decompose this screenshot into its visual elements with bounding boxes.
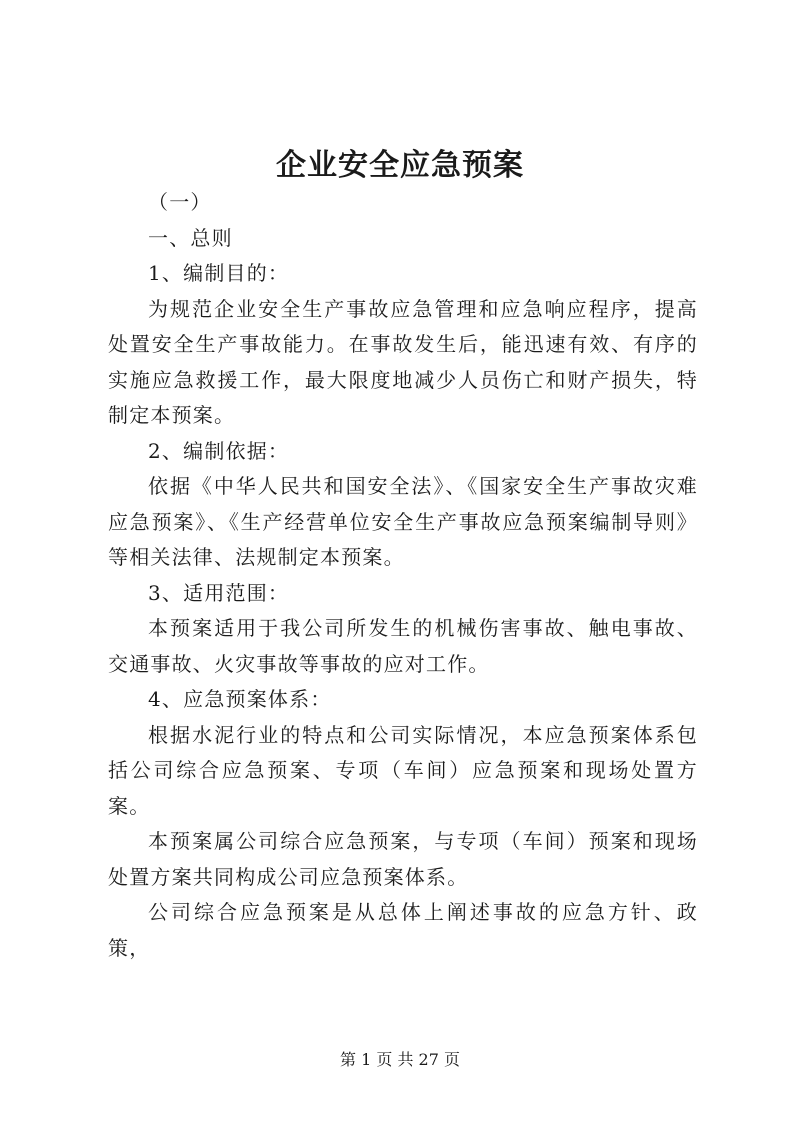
paragraph-section-marker: （一） xyxy=(148,190,212,214)
document-body xyxy=(108,185,698,966)
paragraph-scope-text: 本预案适用于我公司所发生的机械伤害事故、触电事故、交通事故、火灾事故等事故的应对工作。 xyxy=(108,616,698,676)
paragraph-general-plan: 公司综合应急预案是从总体上阐述事故的应急方针、政策， xyxy=(108,900,698,960)
paragraph-basis-heading: 2、编制依据： xyxy=(148,438,290,463)
paragraph-purpose-heading: 1、编制目的： xyxy=(148,261,290,285)
paragraph-system-relation: 本预案属公司综合应急预案，与专项（车间）预案和现场处置方案共同构成公司应急预案体系。 xyxy=(108,829,698,889)
paragraph-system-text: 根据水泥行业的特点和公司实际情况，本应急预案体系包括公司综合应急预案、专项（车间）应急预案和现场处置方案。 xyxy=(108,722,698,818)
paragraph-scope-heading: 3、适用范围： xyxy=(148,580,290,605)
paragraph-basis-text: 依据《中华人民共和国安全法》、《国家安全生产事故灾难应急预案》、《生产经营单位安全生产事故应急预案编制导则》等相关法律、法规制定本预案。 xyxy=(108,474,698,569)
page-footer: 第 1 页 共 27 页 xyxy=(340,1050,460,1069)
paragraph-system-heading: 4、应急预案体系： xyxy=(148,687,332,711)
document-title: 企业安全应急预案 xyxy=(276,148,524,183)
paragraph-purpose-text: 为规范企业安全生产事故应急管理和应急响应程序，提高处置安全生产事故能力。在事故发生后，能迅速有效、有序的实施应急救援工作，最大限度地减少人员伤亡和财产损失，特制定本预案。 xyxy=(108,296,698,427)
paragraph-general-heading: 一、总则 xyxy=(148,225,233,250)
